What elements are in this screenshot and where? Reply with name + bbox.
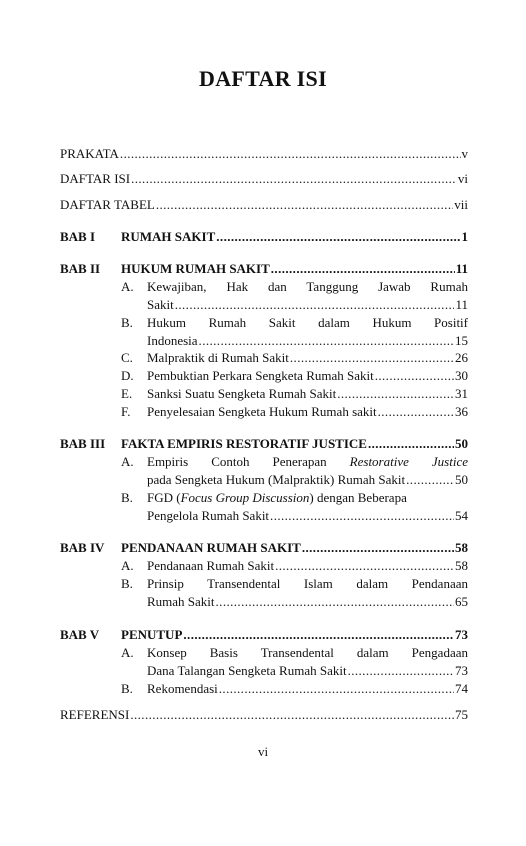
subsection-title-part: FGD ( [147, 490, 181, 505]
subsection-letter: B. [121, 681, 133, 696]
subsection-page: 11 [455, 297, 468, 312]
leader-dots [216, 593, 454, 611]
subsection-title [147, 453, 468, 471]
subsection-page: 58 [455, 558, 468, 573]
subsection-entry[interactable] [121, 575, 468, 611]
chapter-page: 73 [455, 627, 468, 642]
subsection-title: Konsep Basis Transendental dalam Pengadaan [147, 645, 468, 660]
subsection-letter: A. [121, 454, 134, 469]
page-number-footer: vi [257, 744, 269, 759]
subsection-letter: B. [121, 490, 133, 505]
subsection-letter: A. [121, 558, 134, 573]
subsection-title-cont: pada Sengketa Hukum (Malpraktik) Rumah Sakit [147, 472, 406, 487]
chapter-number: BAB IV [60, 540, 105, 555]
subsection-letter: A. [121, 645, 134, 660]
subsection-title-part: ) dengan Beberapa [309, 490, 407, 505]
leader-dots [290, 349, 454, 367]
toc-entry-daftar-tabel[interactable] [60, 196, 468, 214]
subsection-page: 50 [455, 472, 468, 487]
subsection-title: Penyelesaian Sengketa Hukum Rumah sakit [147, 404, 377, 419]
chapter-title: FAKTA EMPIRIS RESTORATIF JUSTICE [121, 436, 367, 451]
leader-dots [337, 385, 454, 403]
subsection-title: Sanksi Suatu Sengketa Rumah Sakit [147, 386, 337, 401]
entry-page: vi [457, 171, 468, 186]
subsection-page: 73 [455, 663, 468, 678]
entry-label: DAFTAR TABEL [60, 197, 155, 212]
chapter-title: PENDANAAN RUMAH SAKIT [121, 540, 301, 555]
subsection-title-italic: Restorative Justice [349, 454, 468, 469]
subsection-page: 30 [455, 368, 468, 383]
leader-dots [219, 680, 454, 698]
leader-dots [406, 471, 454, 489]
toc-entry-prakata[interactable] [60, 145, 468, 163]
chapter-page: 50 [455, 436, 468, 451]
chapter-title: RUMAH SAKIT [121, 229, 216, 244]
chapter-entry-bab-1[interactable] [60, 228, 468, 246]
entry-page: 75 [455, 707, 468, 722]
subsection-title-part: Empiris Contoh Penerapan [147, 454, 350, 469]
subsection-entry[interactable] [121, 349, 468, 367]
leader-dots [378, 403, 454, 421]
chapter-number: BAB V [60, 627, 100, 642]
leader-dots [271, 260, 455, 278]
subsection-title: Hukum Rumah Sakit dalam Hukum Positif [147, 315, 468, 330]
subsection-entry[interactable] [121, 453, 468, 489]
subsection-title: Malpraktik di Rumah Sakit [147, 350, 289, 365]
subsection-page: 65 [455, 594, 468, 609]
subsection-letter: B. [121, 576, 133, 591]
subsection-entry[interactable] [121, 489, 468, 525]
chapter-entry-bab-5[interactable] [60, 626, 468, 644]
subsection-letter: B. [121, 315, 133, 330]
leader-dots [199, 332, 454, 350]
leader-dots [130, 706, 454, 724]
entry-page: vii [454, 197, 468, 212]
leader-dots [131, 170, 457, 188]
page-title: DAFTAR ISI [199, 66, 327, 91]
subsection-title-cont: Sakit [147, 297, 174, 312]
chapter-entry-bab-3[interactable] [60, 435, 468, 453]
leader-dots [175, 296, 455, 314]
chapter-number: BAB III [60, 436, 106, 451]
subsection-entry[interactable] [121, 680, 468, 698]
subsection-letter: A. [121, 279, 134, 294]
subsection-title: Kewajiban, Hak dan Tanggung Jawab Rumah [147, 279, 468, 294]
subsection-page: 26 [455, 350, 468, 365]
entry-label: PRAKATA [60, 146, 119, 161]
chapter-page: 1 [461, 229, 468, 244]
subsection-letter: F. [121, 404, 131, 419]
chapter-number: BAB I [60, 229, 96, 244]
subsection-title: Pendanaan Rumah Sakit [147, 558, 275, 573]
subsection-page: 74 [455, 681, 468, 696]
entry-label: DAFTAR ISI [60, 171, 131, 186]
subsection-page: 54 [455, 508, 468, 523]
subsection-entry[interactable] [121, 557, 468, 575]
leader-dots [348, 662, 454, 680]
leader-dots [183, 626, 454, 644]
chapter-page: 58 [455, 540, 468, 555]
leader-dots [120, 145, 461, 163]
leader-dots [375, 367, 454, 385]
chapter-number: BAB II [60, 261, 101, 276]
subsection-title [147, 489, 468, 507]
toc-entry-referensi[interactable] [60, 706, 468, 724]
entry-page: v [461, 146, 468, 161]
subsection-title: Prinsip Transendental Islam dalam Pendanaan [147, 576, 468, 591]
chapter-title: PENUTUP [121, 627, 183, 642]
subsection-title: Rekomendasi [147, 681, 218, 696]
entry-label: REFERENSI [60, 707, 130, 722]
leader-dots [216, 228, 460, 246]
chapter-title: HUKUM RUMAH SAKIT [121, 261, 270, 276]
subsection-page: 15 [455, 333, 468, 348]
subsection-letter: C. [121, 350, 133, 365]
subsection-page: 31 [455, 386, 468, 401]
chapter-page: 11 [455, 261, 468, 276]
toc-entry-daftar-isi[interactable] [60, 170, 468, 188]
leader-dots [270, 507, 454, 525]
subsection-letter: D. [121, 368, 134, 383]
chapter-entry-bab-4[interactable] [60, 539, 468, 557]
subsection-entry[interactable] [121, 644, 468, 680]
subsection-letter: E. [121, 386, 133, 401]
subsection-entry[interactable] [121, 314, 468, 350]
subsection-entry[interactable] [121, 278, 468, 314]
leader-dots [156, 196, 453, 214]
subsection-page: 36 [455, 404, 468, 419]
subsection-title: Pembuktian Perkara Sengketa Rumah Sakit [147, 368, 374, 383]
subsection-entry[interactable] [121, 367, 468, 385]
leader-dots [275, 557, 454, 575]
subsection-entry[interactable] [121, 403, 468, 421]
subsection-title-cont: Rumah Sakit [147, 594, 215, 609]
subsection-title-cont: Pengelola Rumah Sakit [147, 508, 270, 523]
chapter-entry-bab-2[interactable] [60, 260, 468, 278]
subsection-title-italic: Focus Group Discussion [180, 490, 310, 505]
subsection-entry[interactable] [121, 385, 468, 403]
subsection-title-cont: Dana Talangan Sengketa Rumah Sakit [147, 663, 347, 678]
leader-dots [368, 435, 454, 453]
leader-dots [302, 539, 454, 557]
subsection-title-cont: Indonesia [147, 333, 198, 348]
